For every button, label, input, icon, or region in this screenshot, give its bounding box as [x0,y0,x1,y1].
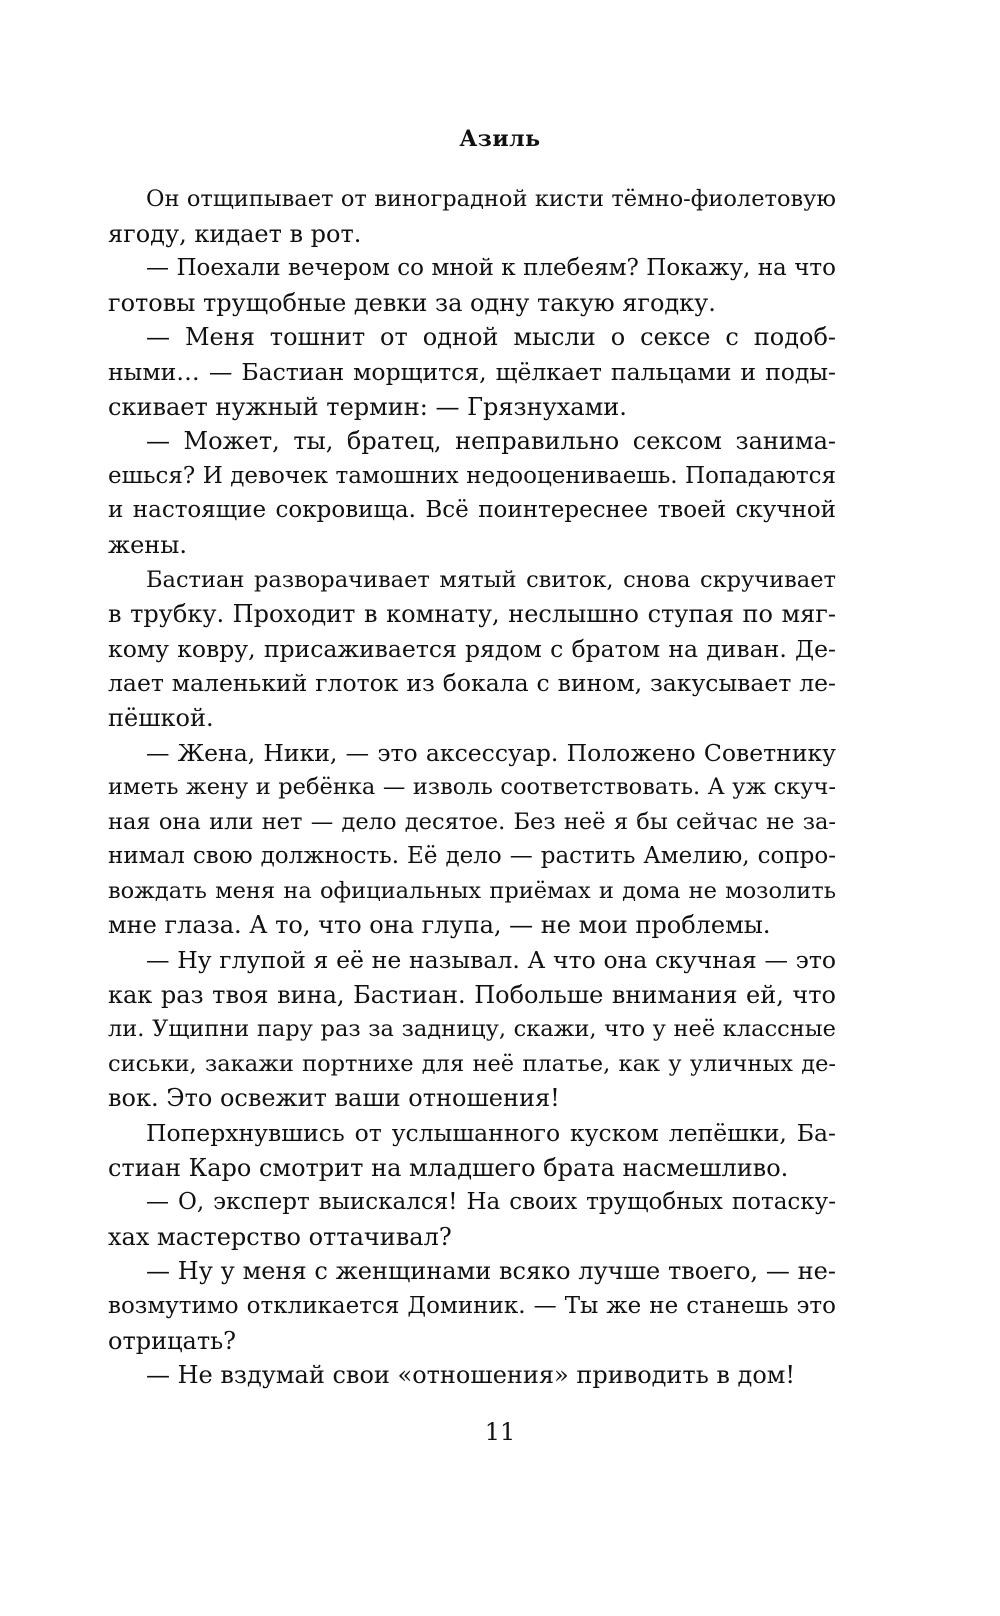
text-line: пёшкой. [108,703,214,732]
text-line: — Может, ты, братец, неправильно сексом занима- [146,427,836,456]
text-line: сиськи, закажи портнихе для неё платье, как у уличных де- [108,1050,836,1077]
text-line: — Жена, Ники, — это аксессуар. Положено Советнику [146,738,836,767]
text-line: Бастиан разворачивает мятый свиток, снова скручивает [146,566,836,593]
body-text [108,182,836,1393]
text-line: отрицать? [108,1326,237,1355]
text-line: ли. Ущипни пару раз за задницу, скажи, что у неё классные [108,1016,836,1043]
text-line: мне глаза. А то, что она глупа, — не мои проблемы. [108,911,771,940]
text-line: хах мастерство оттачивал? [108,1222,452,1251]
text-line: в трубку. Проходит в комнату, неслышно ступая по мяг- [108,600,836,629]
text-line: вождать меня на официальных приёмах и дома не мозолить [108,877,836,904]
text-line: кому ковру, присаживается рядом с братом на диван. Де- [108,634,836,663]
text-line: — Меня тошнит от одной мысли о сексе с подоб- [146,323,836,352]
text-line: иметь жену и ребёнка — изволь соответствовать. А уж скуч- [108,774,836,801]
text-line: жены. [108,530,188,559]
page-number: 11 [484,1418,516,1446]
text-line: ягоду, кидает в рот. [108,219,362,248]
text-line: Он отщипывает от виноградной кисти тёмно-фиолетовую [146,186,836,212]
text-line: ными… — Бастиан морщится, щёлкает пальцами и поды- [108,357,836,386]
text-line: — О, эксперт выискался! На своих трущобных потаску- [146,1189,836,1216]
text-line: нимал свою должность. Её дело — растить Амелию, сопро- [108,843,836,870]
text-line: как раз твоя вина, Бастиан. Побольше внимания ей, что [108,980,836,1009]
text-line: — Поехали вечером со мной к плебеям? Покажу, на что [146,255,836,282]
text-line: ная она или нет — дело десятое. Без неё я бы сейчас не за- [108,808,836,835]
text-line: — Ну глупой я её не называл. А что она скучная — это [146,946,836,975]
text-line: стиан Каро смотрит на младшего брата насмешливо. [108,1153,789,1182]
running-header: Азиль [459,126,541,152]
text-line: готовы трущобные девки за одну такую ягодку. [108,288,716,317]
text-line: ешься? И девочек тамошних недооцениваешь. Попадаются [108,462,836,489]
text-line: — Не вздумай свои «отношения» приводить в дом! [146,1361,796,1390]
text-line: возмутимо откликается Доминик. — Ты же не станешь это [108,1293,836,1319]
text-line: вок. Это освежит ваши отношения! [108,1084,560,1113]
text-line: Поперхнувшись от услышанного куском лепёшки, Ба- [146,1119,836,1148]
text-line: скивает нужный термин: — Грязнухами. [108,392,627,421]
text-line: и настоящие сокровища. Всё поинтереснее твоей скучной [108,497,836,524]
text-line: лает маленький глоток из бокала с вином, закусывает ле- [108,669,836,698]
text-line: — Ну у меня с женщинами всяко лучше твоего, — не- [146,1257,836,1286]
